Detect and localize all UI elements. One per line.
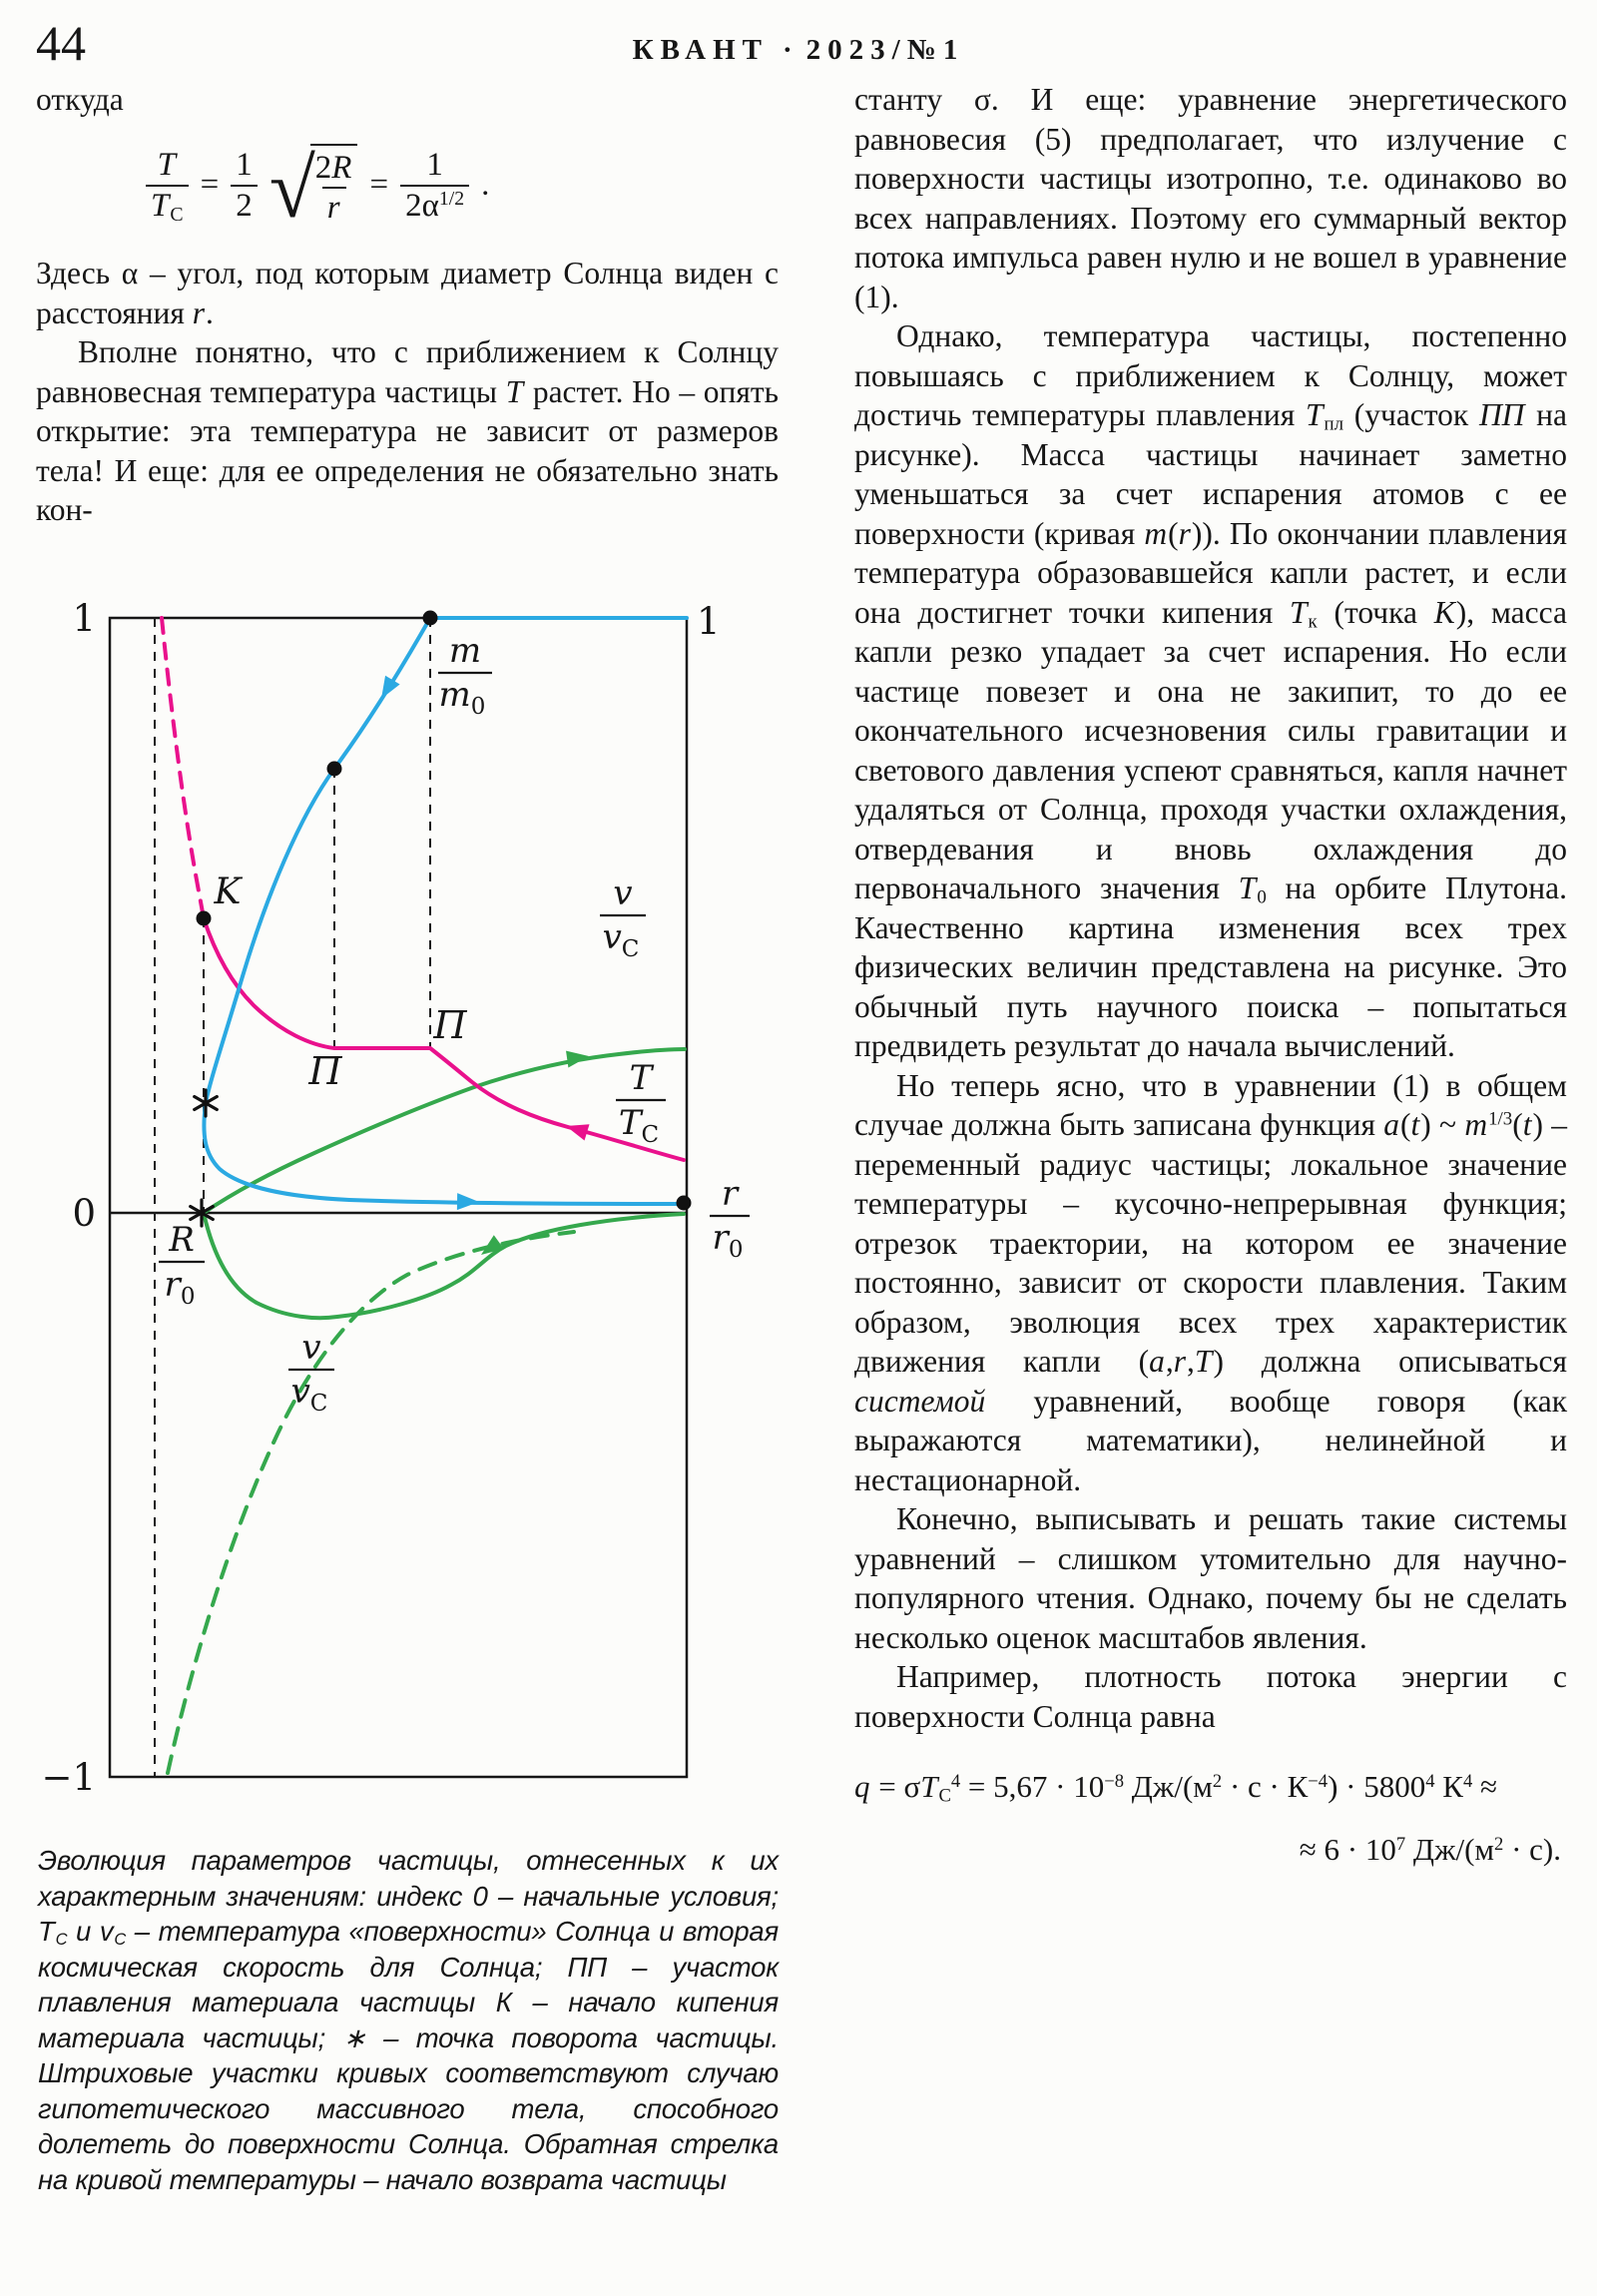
paragraph: Конечно, выписывать и решать такие системы уравнений – слишком утомительно для научно-популярного чтения. Однако, почему бы не сделать несколько оценок масштабов явления. <box>854 1501 1567 1655</box>
svg-text:r: r <box>721 1174 739 1214</box>
paragraph-continuation: станту σ. И еще: уравнение энергетического равновесия (5) предполагает, что излучение с поверхности частицы изотропно, т.е. одинаково во всех направлениях. Поэтому его суммарный вектор потока импульса равен нулю и не вошел в уравнение (1). <box>854 82 1567 314</box>
svg-text:vC: $v_C$ <box>602 917 640 962</box>
temperature-curve-dashed-hypothetical <box>162 618 204 918</box>
label-R-over-r0 <box>159 1220 205 1310</box>
figure-caption: Эволюция параметров частицы, отнесенных к их характерным значениям: индекс 0 – начальные условия; $T_C$ и $v_C$ – температура «поверхности» Солнца и вторая космическая скорость для Солнца; ПП – участок плавления материала частицы К – начало кипения материала частицы; ∗ – точка поворота частицы. Штриховые участки кривых соответствуют случаю гипотетического массивного тела, способного долететь до поверхности Солнца. Обратная стрелка на кривой температуры – начало возврата частицы <box>38 1845 779 2195</box>
svg-text:m: m <box>448 631 482 671</box>
formula-period: . <box>481 167 490 204</box>
frac-2R-over-r: $\frac{2R}{r}$ <box>314 149 352 227</box>
right-one-label: 1 <box>697 600 721 643</box>
energy-flux-formula <box>854 1764 1567 1873</box>
energy-flux-formula-line1: $q = \sigma T_C^4 = 5,67 \cdot 10^{-8}$ $Дж/(м^2 \cdot с \cdot К^{-4}) \cdot 5800^4$ $К^4$ ≈ <box>854 1769 1498 1807</box>
equals-sign: = <box>369 167 389 204</box>
label-T-over-TC <box>616 1058 666 1148</box>
journal-title: КВАНТ <box>632 34 769 66</box>
turning-point-star-mass <box>195 1090 218 1116</box>
energy-flux-formula-line2: ≈ $6 \cdot 10^7$ $Дж/(м^2 \cdot с)$. <box>1299 1831 1561 1867</box>
journal-issue: 2023/№1 <box>805 34 965 66</box>
paragraph: Однако, температура частицы, постепенно повышаясь с приближением к Солнцу, может достичь температуры плавления $T_{пл}$ (участок ПП на рисунке). Масса частицы начинает заметно уменьшаться за счет испарения атомов с ее поверхности (кривая m(r)). По окончании плавления температура образовавшейся капли растет, и если она достигнет точки кипения $T_к$ (точка K), масса капли резко упадает за счет испарения. Но если частице повезет и она не закипит, то до ее окончательного исчезновения силы гравитации и светового давления успеют сравняться, капля начнет удаляться от Солнца, проходя участки охлаждения, отвердевания и вновь охлаждения до первоначального значения $T_0$ на орбите Плутона. Качественно картина изменения всех трех физических величин представлена на рисунке. Это обычный путь научного поиска – попытаться предвидеть результат до начала вычислений. <box>854 318 1568 1063</box>
ytick-one: 1 <box>72 597 96 640</box>
vertical-guides <box>155 618 430 1777</box>
paragraph-main: Вполне понятно, что с приближением к Солнцу равновесная температура частицы T растет. Но – опять открытие: эта температура не зависит от размеров тела! И еще: для ее определения не обязательно знать кон- <box>36 334 779 528</box>
label-K: K <box>214 871 242 912</box>
figure-chart <box>30 587 769 1837</box>
temperature-return-arrow <box>564 1118 590 1141</box>
square-root: √ $\frac{2R}{r}$ <box>269 144 358 229</box>
header-separator: · <box>783 34 793 66</box>
page-number: 44 <box>36 15 86 71</box>
label-m-over-m0 <box>438 631 492 720</box>
svg-text:T: T <box>629 1058 653 1098</box>
dot-melt-start <box>327 762 342 777</box>
velocity-curve-approach <box>204 1213 684 1318</box>
ytick-zero: 0 <box>72 1192 96 1235</box>
frac-one-half: $\frac{1}{2}$ <box>231 146 258 226</box>
frac-T-over-TC: $\frac{T}{T_C}$ <box>146 146 189 226</box>
right-column <box>854 80 1567 1873</box>
svg-text:R: R <box>169 1220 195 1260</box>
label-r-over-r0 <box>710 1174 750 1263</box>
journal-header <box>0 34 1597 67</box>
svg-text:TC: $T_C$ <box>618 1103 660 1148</box>
label-P-left: Π <box>308 1049 342 1093</box>
frac-one-over-2alpha: $\frac{1}{2\alpha^{1/2}}$ <box>400 146 469 226</box>
svg-text:r0: $r_0$ <box>164 1265 196 1310</box>
svg-text:v: v <box>301 1328 321 1368</box>
svg-text:v: v <box>613 873 633 913</box>
dot-boiling-K <box>197 911 212 926</box>
paragraph-alpha: Здесь α – угол, под которым диаметр Солнца виден с расстояния r. <box>36 256 779 330</box>
velocity-curve-return <box>204 1049 685 1213</box>
label-P-right: Π <box>433 1003 467 1047</box>
label-v-over-vC-upper <box>600 873 646 962</box>
svg-text:m0: $m_0$ <box>438 675 486 720</box>
svg-text:vC: $v_C$ <box>290 1372 328 1417</box>
equals-sign: = <box>200 167 220 204</box>
dot-melt-end <box>423 611 438 626</box>
paragraph: Но теперь ясно, что в уравнении (1) в общем случае должна быть записана функция a(t) ~ $m^{1/3}(t)$ – переменный радиус частицы; локальное значение температуры – кусочно-непрерывная функция; отрезок траектории, на котором ее значение постоянно, зависит от скорости плавления. Таким образом, эволюция всех трех характеристик движения капли (a,r,T) должна описываться системой уравнений, вообще говоря (как выражаются математики), нелинейной и нестационарной. <box>854 1067 1568 1497</box>
left-column <box>36 80 779 530</box>
ytick-minus-one: −1 <box>41 1756 96 1799</box>
svg-text:r0: $r_0$ <box>712 1218 744 1263</box>
mass-return-arrow <box>457 1193 479 1210</box>
dot-final-mass <box>677 1196 692 1211</box>
label-v-over-vC-lower <box>288 1328 334 1417</box>
temperature-ratio-formula <box>146 142 779 236</box>
paragraph: Например, плотность потока энергии с поверхности Солнца равна <box>854 1659 1567 1734</box>
plot-frame <box>110 618 687 1777</box>
lead-word: откуда <box>36 82 124 117</box>
